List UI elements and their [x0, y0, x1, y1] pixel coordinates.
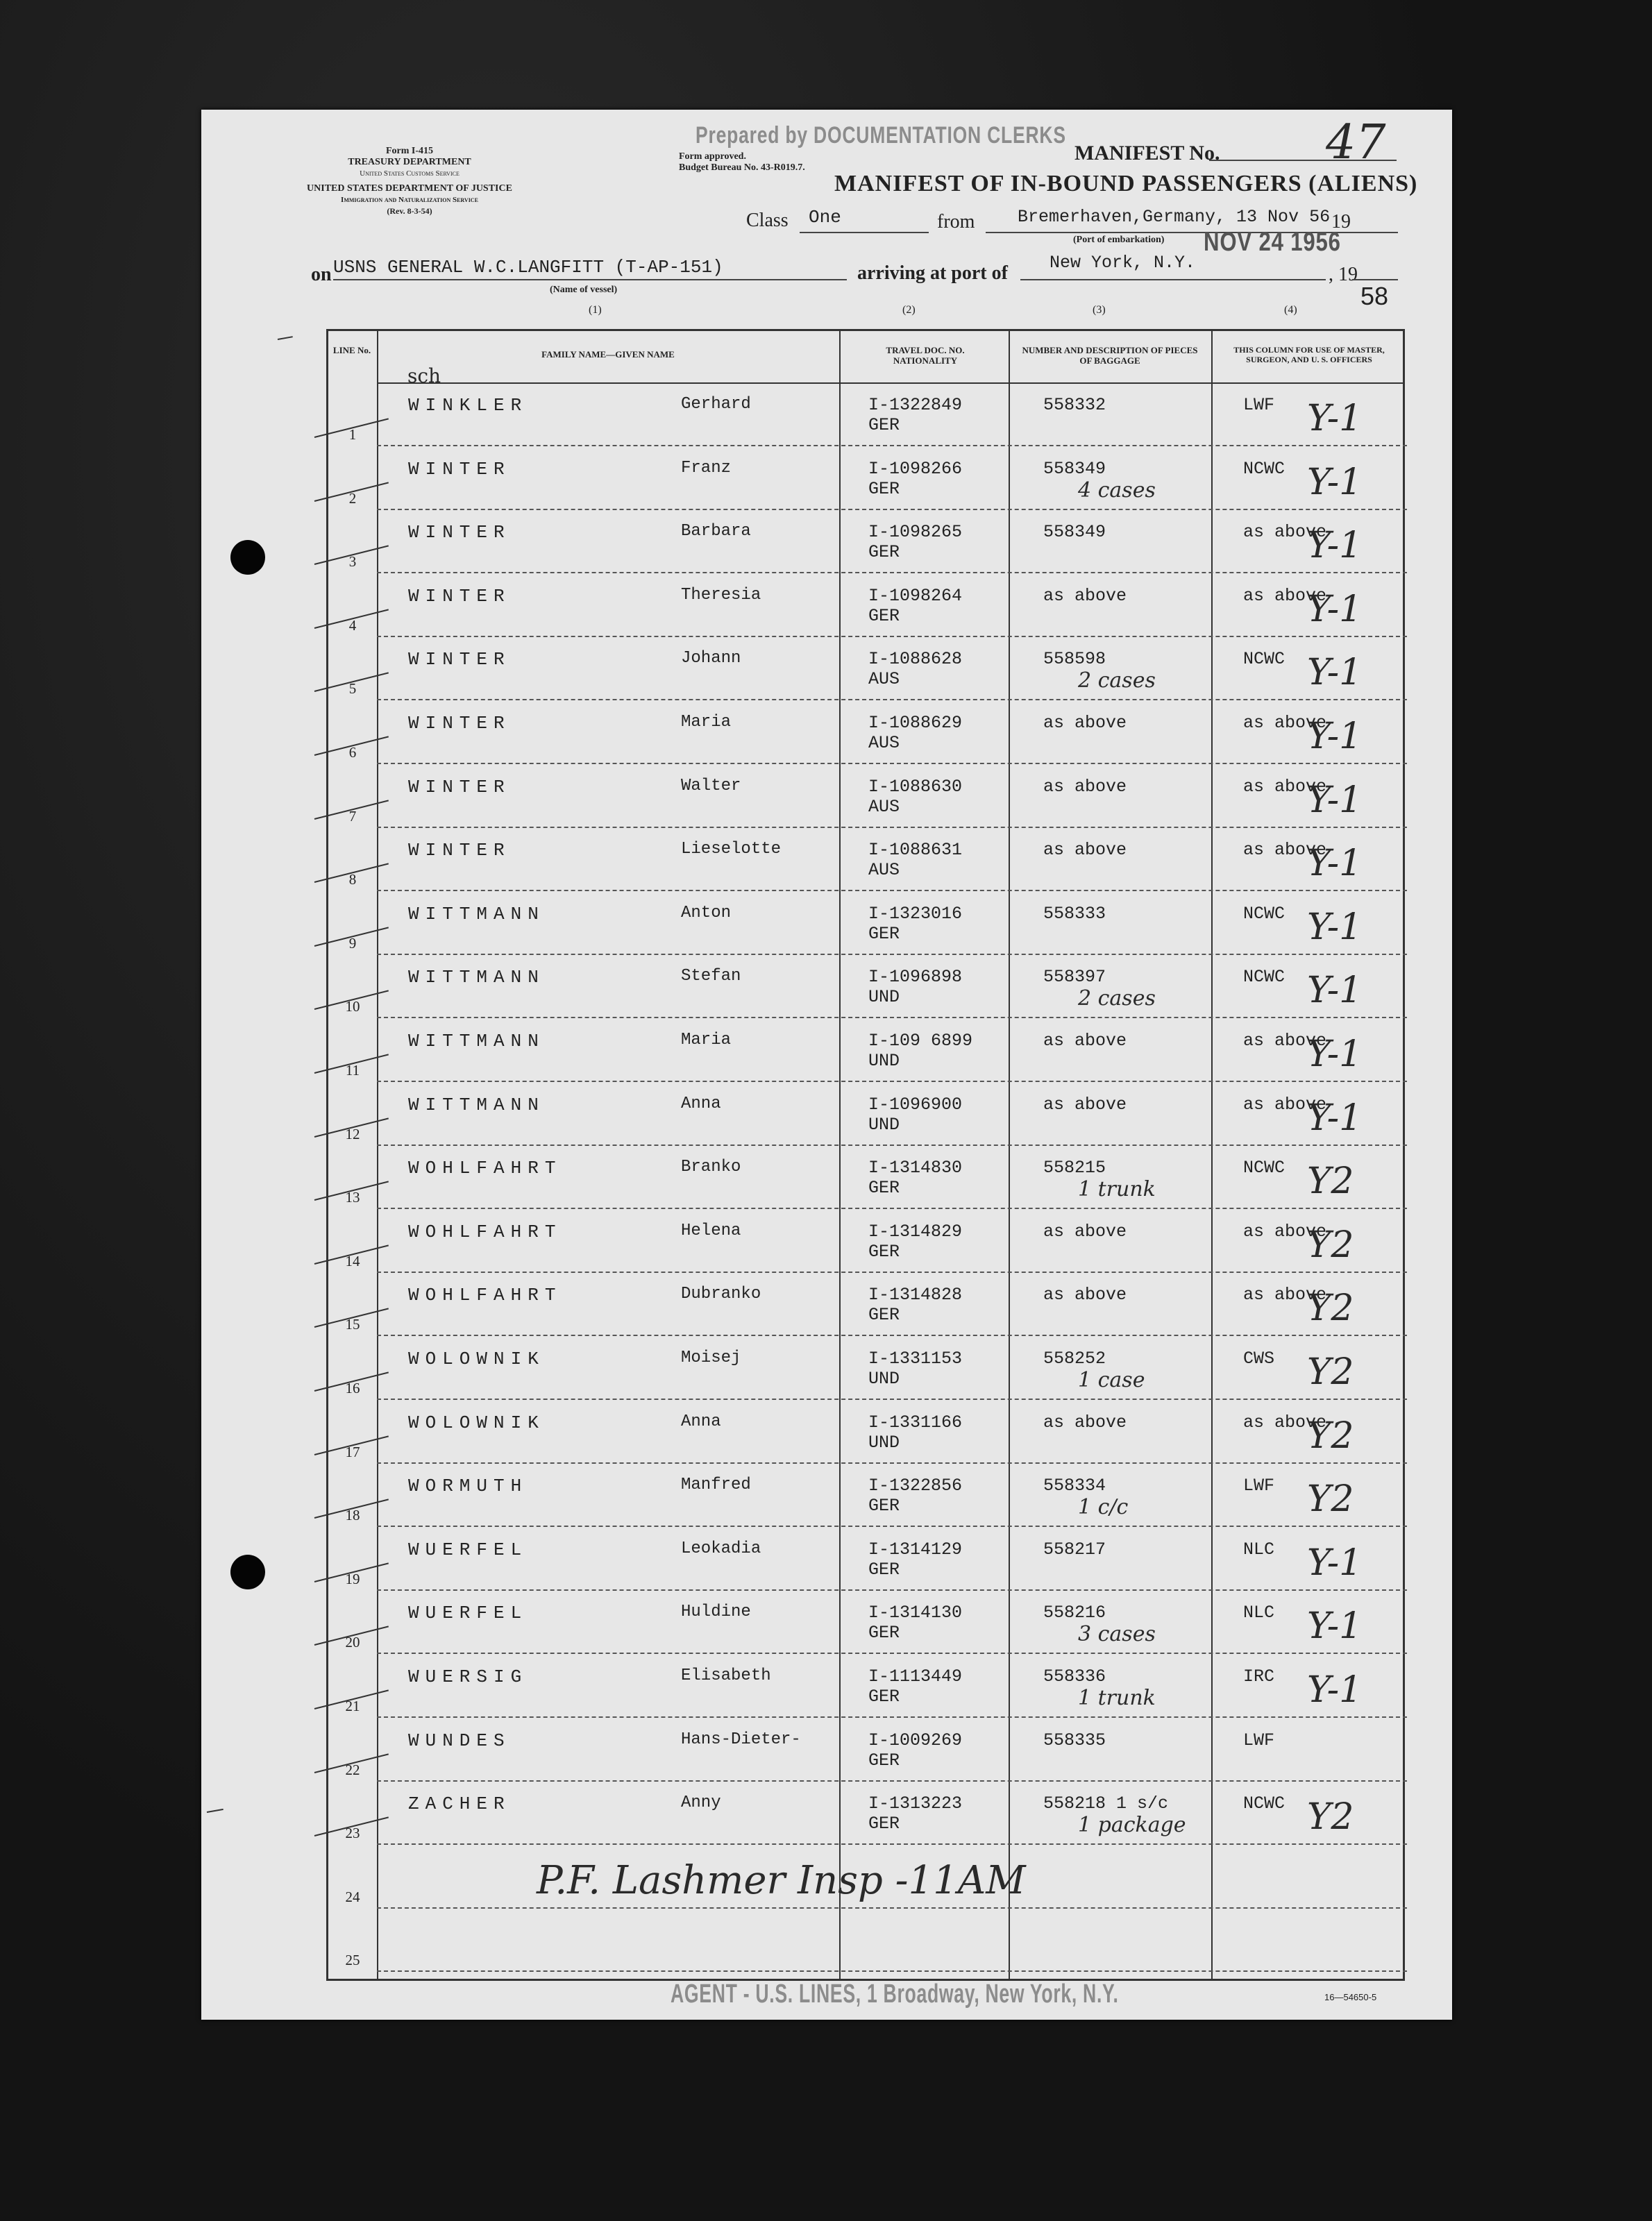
table-row	[328, 1082, 1407, 1146]
travel-doc	[868, 1158, 962, 1198]
table-row	[328, 1018, 1407, 1082]
manifest-no-label: MANIFEST No.	[1074, 142, 1220, 164]
row-rule	[377, 1970, 1407, 1972]
line-number: 13	[345, 1189, 360, 1206]
officer-handwritten-mark: Y-1	[1307, 906, 1363, 948]
family-name: WOLOWNIK	[408, 1349, 545, 1369]
passenger-rows	[328, 331, 1407, 1983]
table-row	[328, 1781, 1407, 1845]
nationality: GER	[868, 1687, 900, 1707]
from-label: from	[937, 211, 975, 233]
given-name: Maria	[681, 1031, 732, 1049]
travel-doc	[868, 1031, 972, 1071]
table-row	[328, 1654, 1407, 1718]
manifest-page	[201, 110, 1452, 2020]
baggage-number: 558335	[1043, 1730, 1106, 1750]
family-name: WINTER	[408, 649, 511, 670]
baggage-number: as above	[1043, 585, 1127, 606]
nationality: AUS	[868, 669, 900, 690]
nationality: GER	[868, 1178, 900, 1199]
baggage-number: 558215	[1043, 1158, 1106, 1179]
officer-note: NCWC	[1243, 458, 1286, 479]
form-revision: (Rev. 8-3-54)	[387, 206, 432, 216]
given-name: Johann	[681, 649, 741, 668]
travel-doc	[868, 395, 962, 435]
officer-handwritten-mark: Y-1	[1307, 652, 1363, 694]
family-name: WITTMANN	[408, 1031, 545, 1052]
travel-doc	[868, 967, 962, 1007]
baggage-note: 3 cases	[1078, 1622, 1156, 1647]
doc-number: I-1009269	[868, 1730, 963, 1750]
col-num-2: (2)	[902, 304, 916, 316]
baggage-number: 558252	[1043, 1349, 1106, 1369]
travel-doc	[868, 522, 962, 562]
doc-number: I-1088629	[868, 713, 963, 733]
table-row	[328, 1718, 1407, 1782]
family-name: WITTMANN	[408, 1094, 545, 1115]
baggage-note: 2 cases	[1078, 986, 1156, 1011]
nationality: GER	[868, 1750, 900, 1771]
doc-number: I-1331166	[868, 1412, 963, 1433]
family-name: WOHLFAHRT	[408, 1285, 562, 1306]
baggage-number: 558397	[1043, 967, 1106, 988]
travel-doc	[868, 904, 962, 944]
manifest-no-value: 47	[1326, 115, 1386, 170]
doc-number: I-1098265	[868, 522, 963, 543]
baggage-number: 558332	[1043, 395, 1106, 415]
ins-label: Immigration and Naturalization Service	[341, 196, 478, 204]
officer-note: as above	[1243, 1221, 1327, 1242]
doc-number: I-1322856	[868, 1476, 963, 1496]
officer-handwritten-mark: Y-1	[1307, 1605, 1363, 1648]
doc-number: I-1314829	[868, 1221, 963, 1242]
baggage-number: 558349	[1043, 458, 1106, 479]
documentation-clerks-stamp: Prepared by DOCUMENTATION CLERKS	[696, 122, 1066, 149]
baggage-number: as above	[1043, 1221, 1127, 1242]
vessel-name-label: (Name of vessel)	[550, 285, 618, 295]
officer-handwritten-mark: Y-1	[1307, 1097, 1363, 1139]
travel-doc	[868, 649, 962, 689]
family-name: WINTER	[408, 776, 511, 797]
nationality: UND	[868, 1369, 900, 1389]
line-number: 14	[345, 1252, 360, 1269]
line-number: 15	[345, 1316, 360, 1333]
table-row	[328, 891, 1407, 955]
baggage-number: 558598	[1043, 649, 1106, 670]
baggage-number: as above	[1043, 1031, 1127, 1051]
table-row	[328, 700, 1407, 764]
officer-handwritten-mark: Y-1	[1307, 843, 1363, 885]
family-name: WOLOWNIK	[408, 1412, 545, 1433]
officer-note: as above	[1243, 1094, 1327, 1115]
given-name: Stefan	[681, 967, 741, 986]
table-row	[328, 827, 1407, 891]
manifest-title: MANIFEST OF IN-BOUND PASSENGERS (ALIENS)	[834, 171, 1418, 196]
margin-mark	[278, 336, 293, 340]
officer-handwritten-mark: Y-1	[1307, 588, 1363, 630]
sch-note: sch	[407, 364, 441, 387]
doc-number: I-1313223	[868, 1793, 963, 1814]
doc-number: I-1096900	[868, 1094, 963, 1115]
line-number: 8	[348, 871, 357, 888]
officer-handwritten-mark: Y2	[1307, 1287, 1354, 1330]
class-label: Class	[746, 210, 789, 231]
nationality: GER	[868, 1623, 900, 1644]
officer-handwritten-mark: Y2	[1307, 1224, 1354, 1266]
officer-note: NCWC	[1243, 1793, 1286, 1814]
arrival-port: New York, N.Y.	[1050, 253, 1196, 273]
nationality: GER	[868, 1559, 900, 1580]
officer-handwritten-mark: Y2	[1307, 1414, 1354, 1457]
line-number: 6	[348, 744, 357, 761]
table-row	[328, 509, 1407, 573]
officer-note: NCWC	[1243, 1158, 1286, 1179]
given-name: Barbara	[681, 522, 751, 541]
travel-doc	[868, 713, 962, 753]
page-number: 58	[1360, 282, 1389, 310]
line-number: 10	[345, 998, 360, 1015]
baggage-number: as above	[1043, 1412, 1127, 1433]
line-number: 1	[348, 426, 357, 443]
line-number: 4	[348, 616, 357, 634]
officer-handwritten-mark: Y-1	[1307, 398, 1363, 439]
baggage-number: as above	[1043, 713, 1127, 733]
doc-number: I-1088628	[868, 649, 963, 670]
line-number: 19	[345, 1570, 360, 1587]
given-name: Branko	[681, 1158, 741, 1177]
arriving-label: arriving at port of	[857, 262, 1008, 284]
line-number: 2	[348, 489, 357, 507]
agent-footer-stamp: AGENT - U.S. LINES, 1 Broadway, New York, N.Y.	[671, 1979, 1119, 2009]
officer-note: as above	[1243, 1285, 1327, 1306]
family-name: WINTER	[408, 585, 511, 607]
officer-note: as above	[1243, 1031, 1327, 1051]
travel-doc	[868, 1603, 962, 1643]
table-row	[328, 636, 1407, 700]
line-number: 5	[348, 680, 357, 698]
officer-handwritten-mark: Y-1	[1307, 525, 1363, 567]
travel-doc	[868, 586, 962, 626]
travel-doc	[868, 1412, 962, 1453]
line-number: 24	[345, 1888, 360, 1905]
doc-number: I-1314830	[868, 1158, 963, 1179]
form-code: 16—54650-5	[1324, 1992, 1377, 2002]
baggage-number: 558216	[1043, 1603, 1106, 1623]
officer-note: IRC	[1243, 1666, 1275, 1687]
arrival-underline	[1020, 279, 1326, 280]
punch-hole-bottom	[230, 1555, 265, 1589]
doc-number: I-1331153	[868, 1349, 963, 1369]
officer-note: as above	[1243, 522, 1327, 543]
family-name: WUERFEL	[408, 1603, 528, 1624]
travel-doc	[868, 1793, 962, 1834]
travel-doc	[868, 1730, 962, 1771]
approved-text: Form approved.	[679, 151, 746, 162]
nationality: UND	[868, 1432, 900, 1453]
arrival-year-label: , 19	[1329, 264, 1358, 285]
officer-handwritten-mark: Y-1	[1307, 1542, 1363, 1584]
nationality: AUS	[868, 733, 900, 753]
line-number: 21	[345, 1698, 360, 1714]
line-number: 16	[345, 1380, 360, 1396]
line-number: 18	[345, 1507, 360, 1524]
officer-note: NCWC	[1243, 649, 1286, 670]
given-name: Anna	[681, 1412, 721, 1431]
doc-number: I-1088631	[868, 840, 963, 861]
officer-handwritten-mark: Y2	[1307, 1160, 1354, 1203]
given-name: Leokadia	[681, 1539, 761, 1558]
travel-doc	[868, 1095, 962, 1135]
doc-number: I-109 6899	[868, 1031, 973, 1051]
nationality: GER	[868, 478, 900, 499]
family-name: WUERSIG	[408, 1666, 528, 1687]
family-name: WOHLFAHRT	[408, 1158, 562, 1179]
officer-handwritten-mark: Y2	[1307, 1478, 1354, 1521]
col-num-3: (3)	[1093, 304, 1106, 316]
line-number: 7	[348, 807, 357, 825]
family-name: WOHLFAHRT	[408, 1221, 562, 1242]
table-row	[328, 382, 1407, 446]
doj-label: UNITED STATES DEPARTMENT OF JUSTICE	[307, 183, 512, 194]
given-name: Helena	[681, 1221, 741, 1240]
baggage-number: as above	[1043, 840, 1127, 861]
line-number: 20	[345, 1634, 360, 1651]
travel-doc	[868, 1349, 962, 1389]
travel-doc	[868, 840, 962, 880]
given-name: Walter	[681, 776, 741, 795]
nationality: GER	[868, 1241, 900, 1262]
given-name: Huldine	[681, 1603, 751, 1622]
given-name: Anny	[681, 1793, 721, 1813]
baggage-note: 1 trunk	[1078, 1177, 1156, 1202]
given-name: Manfred	[681, 1476, 751, 1495]
nationality: GER	[868, 605, 900, 626]
class-value: One	[809, 207, 841, 228]
line-number: 11	[345, 1062, 360, 1079]
officer-note: NCWC	[1243, 903, 1286, 924]
officer-note: LWF	[1243, 1730, 1275, 1750]
officer-handwritten-mark: Y-1	[1307, 716, 1363, 757]
family-name: WITTMANN	[408, 903, 545, 924]
doc-number: I-1322849	[868, 395, 963, 415]
form-header-left	[292, 146, 528, 217]
given-name: Theresia	[681, 585, 761, 605]
baggage-number: as above	[1043, 1285, 1127, 1306]
given-name: Anna	[681, 1094, 721, 1113]
doc-number: I-1096898	[868, 967, 963, 988]
nationality: GER	[868, 542, 900, 563]
table-row	[328, 764, 1407, 828]
vessel-name: USNS GENERAL W.C.LANGFITT (T-AP-151)	[333, 257, 723, 278]
baggage-number: 558349	[1043, 522, 1106, 543]
line-number: 23	[345, 1825, 360, 1842]
table-row	[328, 954, 1407, 1018]
punch-hole-top	[230, 540, 265, 575]
officer-handwritten-mark: Y-1	[1307, 970, 1363, 1012]
given-name: Lieselotte	[681, 840, 782, 859]
table-row	[328, 573, 1407, 637]
class-underline	[800, 232, 929, 233]
col-num-4: (4)	[1284, 304, 1297, 316]
table-row	[328, 1400, 1407, 1464]
given-name: Elisabeth	[681, 1666, 771, 1685]
doc-number: I-1314129	[868, 1539, 963, 1560]
nationality: GER	[868, 415, 900, 435]
baggage-note: 1 package	[1078, 1813, 1186, 1838]
nationality: UND	[868, 1051, 900, 1071]
officer-handwritten-mark: Y2	[1307, 1351, 1354, 1393]
family-name: WINTER	[408, 458, 511, 480]
col-num-1: (1)	[589, 304, 602, 316]
line-number: 17	[345, 1443, 360, 1460]
family-name: WITTMANN	[408, 967, 545, 988]
form-approval	[679, 151, 805, 174]
passenger-table	[326, 329, 1405, 1981]
given-name: Gerhard	[681, 395, 751, 414]
officer-handwritten-mark: Y-1	[1307, 461, 1363, 503]
table-row	[328, 1590, 1407, 1654]
year-label: 19	[1331, 211, 1351, 233]
officer-note: LWF	[1243, 1476, 1275, 1496]
port-embarkation-label: (Port of embarkation)	[1073, 235, 1165, 245]
officer-handwritten-mark: Y-1	[1307, 1033, 1363, 1075]
nationality: GER	[868, 923, 900, 944]
given-name: Hans-Dieter-	[681, 1730, 801, 1749]
family-name: ZACHER	[408, 1793, 511, 1815]
baggage-number: 558333	[1043, 903, 1106, 924]
budget-bureau-text: Budget Bureau No. 43-R019.7.	[679, 162, 805, 173]
header-baggage: NUMBER AND DESCRIPTION OF PIECES OF BAGGAGE	[1022, 345, 1198, 366]
table-row	[328, 1463, 1407, 1527]
from-value: Bremerhaven,Germany, 13 Nov 56	[1018, 207, 1331, 227]
baggage-note: 1 case	[1078, 1368, 1145, 1392]
table-row	[328, 1908, 1407, 1972]
officer-handwritten-mark: Y-1	[1307, 1669, 1363, 1711]
nationality: GER	[868, 1496, 900, 1517]
travel-doc	[868, 1476, 962, 1516]
line-number: 22	[345, 1761, 360, 1778]
officer-handwritten-mark: Y-1	[1307, 779, 1363, 821]
baggage-number: as above	[1043, 1094, 1127, 1115]
officer-note: as above	[1243, 1412, 1327, 1433]
line-number: 3	[348, 553, 357, 571]
given-name: Maria	[681, 713, 732, 732]
line-number: 12	[345, 1125, 360, 1142]
family-name: WINTER	[408, 713, 511, 734]
officer-note: as above	[1243, 713, 1327, 733]
family-name: WUNDES	[408, 1730, 511, 1751]
travel-doc	[868, 1285, 962, 1325]
family-name: WORMUTH	[408, 1476, 528, 1497]
family-name: WINTER	[408, 522, 511, 543]
baggage-number: 558336	[1043, 1666, 1106, 1687]
table-row	[328, 1272, 1407, 1336]
on-label: on	[311, 264, 332, 285]
given-name: Moisej	[681, 1349, 741, 1367]
baggage-number: as above	[1043, 776, 1127, 797]
given-name: Franz	[681, 458, 732, 478]
customs-service: United States Customs Service	[360, 169, 460, 178]
family-name: WINTER	[408, 840, 511, 861]
officer-note: NLC	[1243, 1603, 1275, 1623]
margin-mark	[207, 1809, 224, 1813]
family-name: WINKLER	[408, 395, 528, 416]
doc-number: I-1113449	[868, 1666, 963, 1687]
doc-number: I-1323016	[868, 903, 963, 924]
doc-number: I-1314130	[868, 1603, 963, 1623]
baggage-number: 558334	[1043, 1476, 1106, 1496]
travel-doc	[868, 1222, 962, 1262]
travel-doc	[868, 777, 962, 817]
doc-number: I-1098266	[868, 458, 963, 479]
table-row	[328, 1527, 1407, 1591]
form-number: Form I-415	[385, 146, 434, 156]
officer-note: CWS	[1243, 1349, 1275, 1369]
baggage-note: 1 c/c	[1078, 1495, 1129, 1520]
doc-number: I-1088630	[868, 776, 963, 797]
inspector-signature: P.F. Lashmer Insp -11AM	[537, 1858, 1026, 1903]
vessel-underline	[333, 279, 847, 280]
nationality: UND	[868, 987, 900, 1008]
header-travel-doc: TRAVEL DOC. NO. NATIONALITY	[886, 345, 965, 366]
officer-note: NCWC	[1243, 967, 1286, 988]
nationality: GER	[868, 1305, 900, 1326]
given-name: Anton	[681, 903, 732, 922]
given-name: Dubranko	[681, 1285, 761, 1304]
nationality: GER	[868, 1814, 900, 1834]
treasury-dept: TREASURY DEPARTMENT	[348, 157, 471, 167]
arrival-year-underline	[1352, 279, 1398, 280]
year-underline	[1355, 232, 1398, 233]
baggage-note: 1 trunk	[1078, 1686, 1156, 1710]
table-row	[328, 1336, 1407, 1400]
header-name: FAMILY NAME—GIVEN NAME	[541, 349, 675, 360]
travel-doc	[868, 459, 962, 499]
nationality: UND	[868, 1114, 900, 1135]
nationality: AUS	[868, 796, 900, 817]
table-row	[328, 446, 1407, 510]
header-officers: THIS COLUMN FOR USE OF MASTER, SURGEON, AND U. S. OFFICERS	[1233, 345, 1385, 364]
line-number: 25	[345, 1952, 360, 1969]
baggage-number: 558218 1 s/c	[1043, 1793, 1169, 1814]
baggage-note: 4 cases	[1078, 478, 1156, 503]
family-name: WUERFEL	[408, 1539, 528, 1560]
doc-number: I-1314828	[868, 1285, 963, 1306]
doc-number: I-1098264	[868, 585, 963, 606]
arrival-date-stamp: NOV 24 1956	[1204, 228, 1341, 257]
officer-note: NLC	[1243, 1539, 1275, 1560]
table-row	[328, 1145, 1407, 1209]
table-row	[328, 1209, 1407, 1273]
line-number: 9	[348, 934, 357, 952]
officer-note: LWF	[1243, 395, 1275, 415]
baggage-note: 2 cases	[1078, 668, 1156, 693]
travel-doc	[868, 1539, 962, 1580]
officer-note: as above	[1243, 776, 1327, 797]
nationality: AUS	[868, 860, 900, 881]
officer-note: as above	[1243, 585, 1327, 606]
officer-note: as above	[1243, 840, 1327, 861]
officer-handwritten-mark: Y2	[1307, 1796, 1354, 1839]
header-line-no: LINE No.	[332, 345, 371, 355]
baggage-number: 558217	[1043, 1539, 1106, 1560]
travel-doc	[868, 1666, 962, 1707]
